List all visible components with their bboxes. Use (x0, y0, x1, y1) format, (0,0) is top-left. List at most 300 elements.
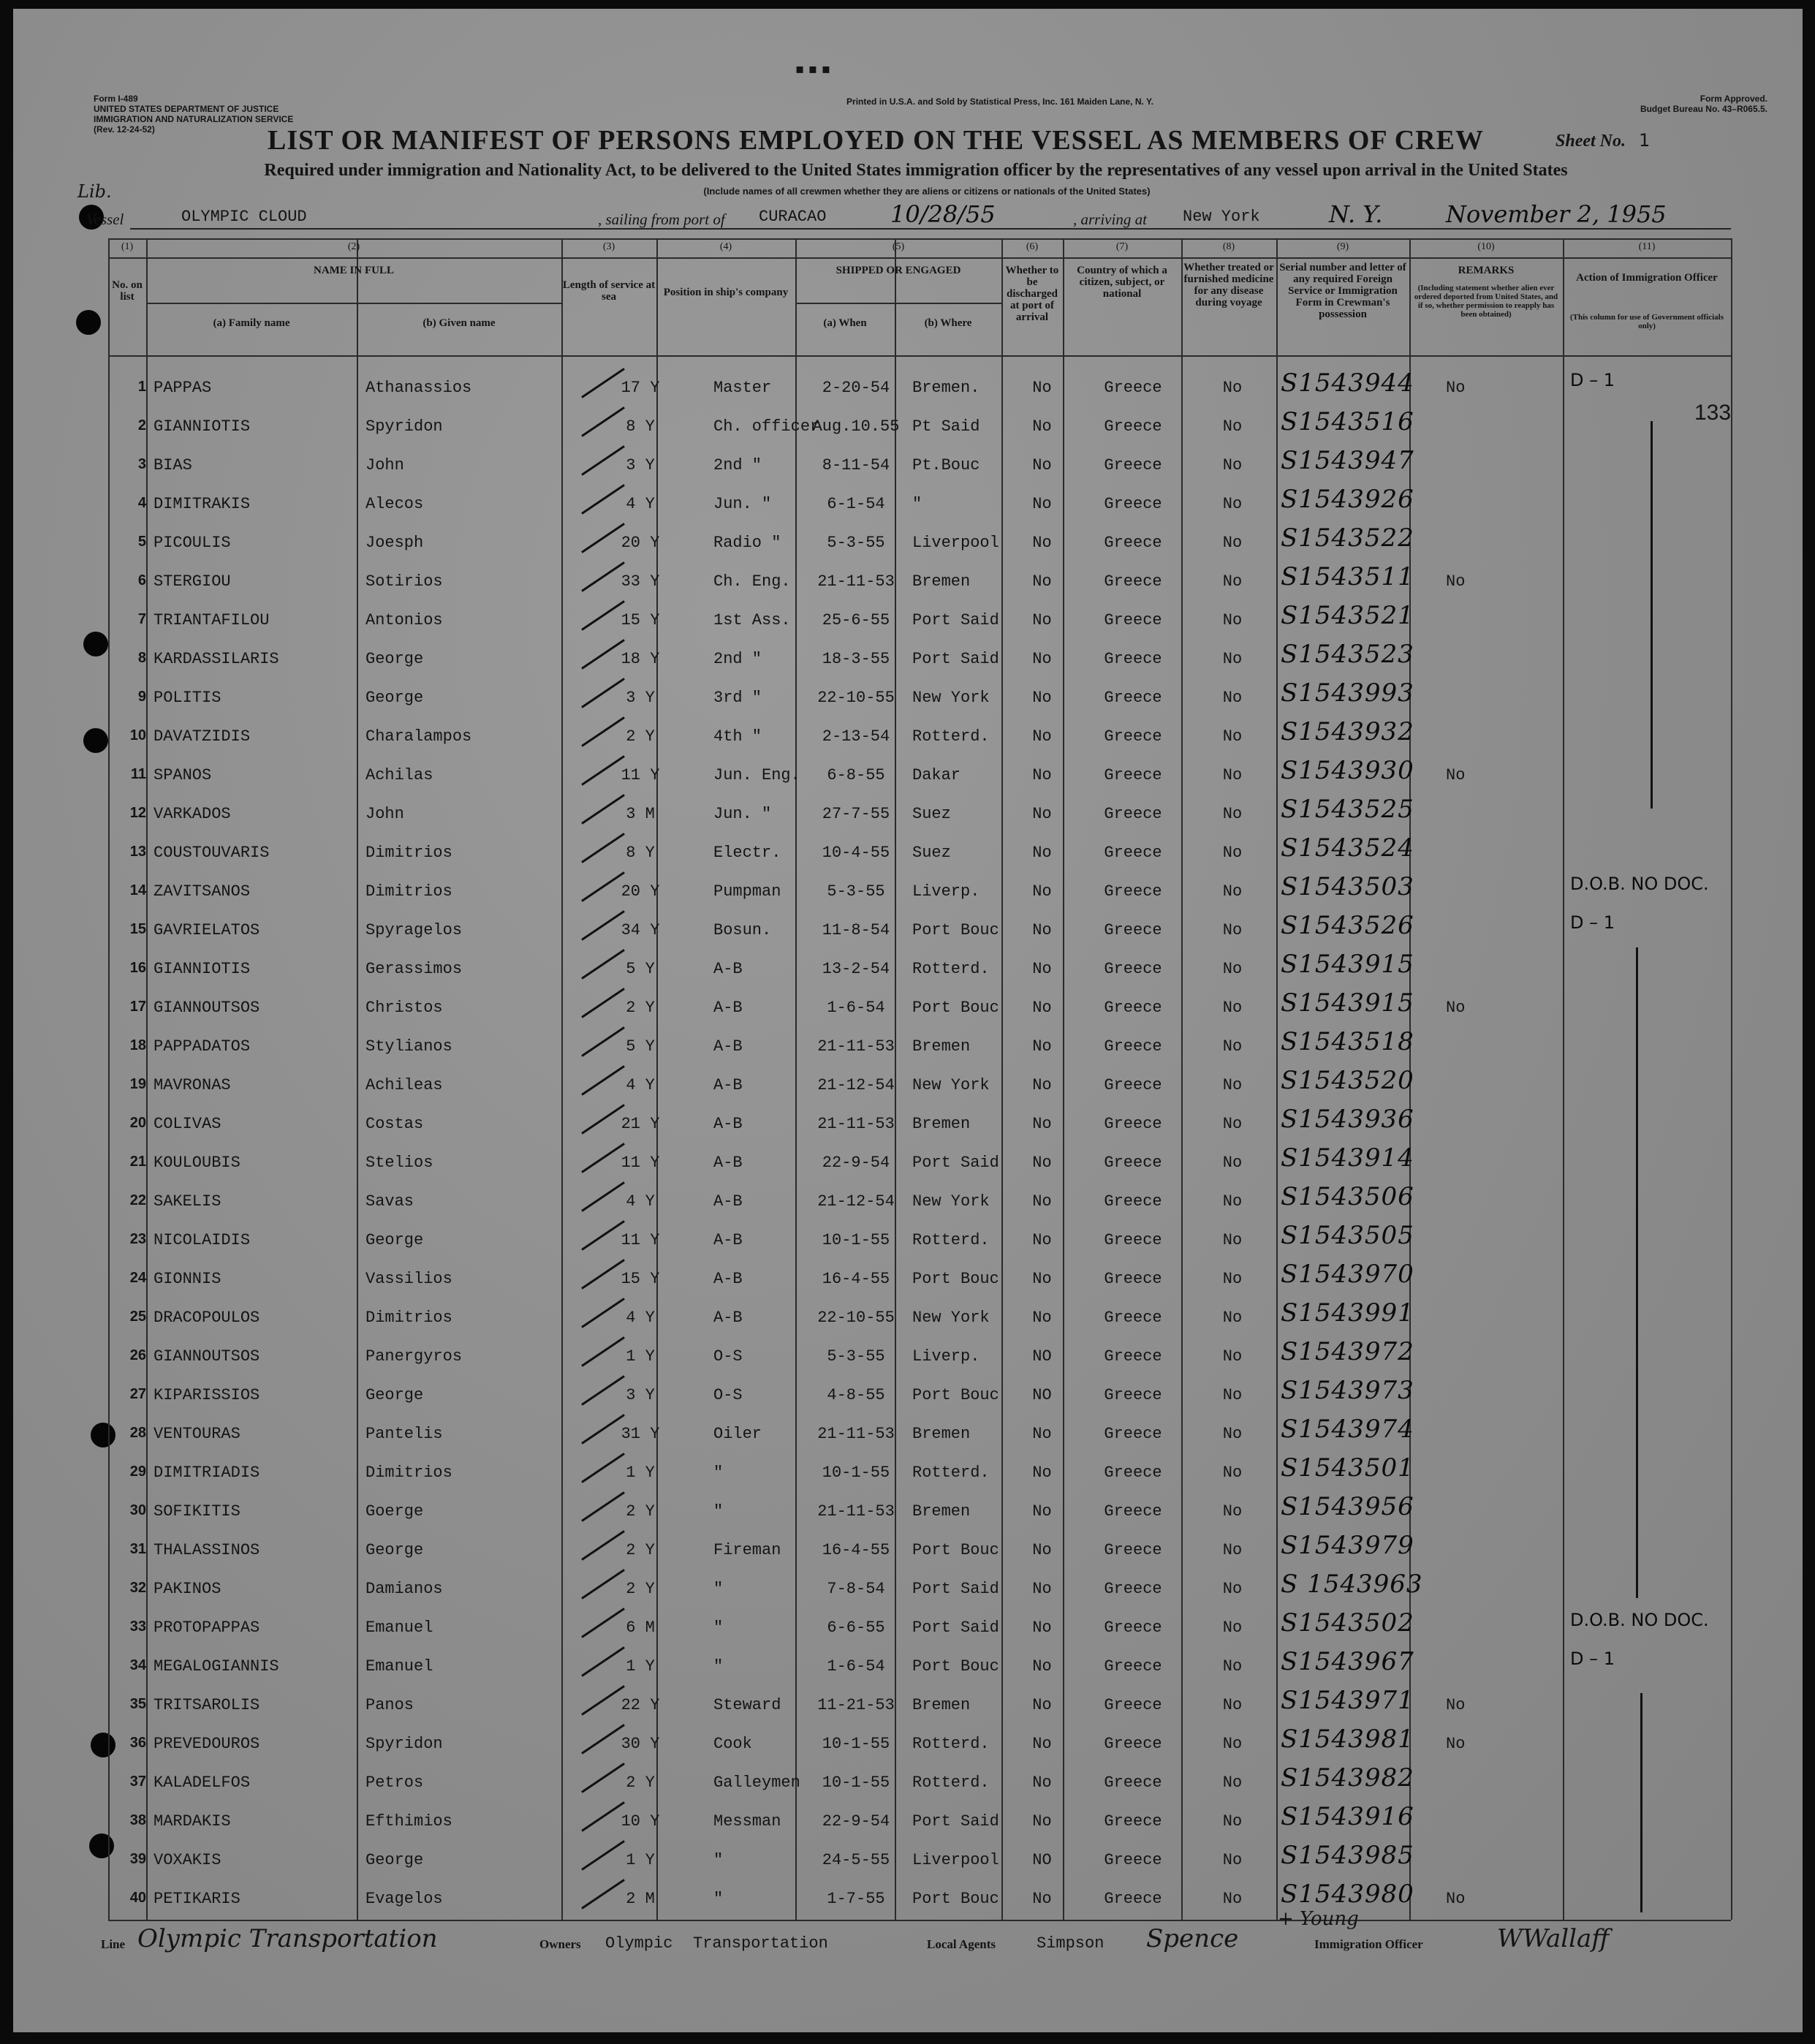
ship-position: A-B (713, 1270, 743, 1288)
given-name: Vassilios (365, 1270, 452, 1288)
serial-number: S1543967 (1281, 1647, 1414, 1676)
handwritten-lib: Lib. (77, 181, 112, 202)
serial-number: S1543944 (1281, 368, 1414, 398)
given-name: Stylianos (365, 1037, 452, 1056)
medical-treatment: No (1222, 1502, 1243, 1521)
discharge-status: No (1032, 999, 1052, 1017)
ship-position: " (713, 1851, 724, 1869)
col-length-header: Length of service at sea (562, 279, 656, 303)
col-action-subheader: (This column for use of Government officials only) (1569, 313, 1724, 330)
ship-position: A-B (713, 960, 743, 978)
given-name: George (365, 1541, 424, 1559)
crew-row (108, 561, 1731, 599)
engaged-where: New York (912, 1192, 990, 1211)
crew-row (108, 1258, 1731, 1297)
engaged-where: Liverpool (912, 534, 999, 552)
arrival-date: November 2, 1955 (1446, 200, 1667, 228)
ship-position: A-B (713, 1192, 743, 1211)
family-name: ZAVITSANOS (154, 882, 251, 901)
ship-position: Jun. Eng. (713, 766, 800, 784)
discharge-status: No (1032, 1657, 1052, 1676)
given-name: Dimitrios (365, 1309, 452, 1327)
crew-row (108, 1374, 1731, 1413)
ship-position: 1st Ass. (713, 611, 791, 629)
citizenship: Greece (1104, 1231, 1162, 1249)
discharge-status: No (1032, 572, 1052, 591)
service-length: 11 Y (621, 766, 660, 784)
engaged-where: Liverpool (912, 1851, 999, 1869)
discharge-status: No (1032, 1890, 1052, 1908)
given-name: Evagelos (365, 1890, 443, 1908)
agent-name-hand: Spence (1146, 1924, 1239, 1953)
engaged-when: 5-3-55 (827, 882, 885, 901)
service-length: 33 Y (621, 572, 660, 591)
ship-position: Jun. " (713, 805, 772, 823)
service-length: 34 Y (621, 921, 660, 939)
remarks: No (1446, 1890, 1466, 1908)
service-length: 4 Y (626, 495, 655, 513)
given-name: Athanassios (365, 379, 472, 397)
family-name: DAVATZIDIS (154, 727, 251, 746)
citizenship: Greece (1104, 921, 1162, 939)
row-number: 21 (129, 1154, 146, 1170)
serial-number: S1543501 (1281, 1453, 1414, 1483)
row-number: 15 (129, 921, 146, 937)
engaged-where: Port Bouc (912, 1657, 999, 1676)
engaged-when: 4-8-55 (827, 1386, 885, 1404)
crew-row (108, 638, 1731, 677)
medical-treatment: No (1222, 1115, 1243, 1133)
engaged-where: Port Said (912, 1812, 999, 1831)
given-name: Panergyros (365, 1347, 463, 1366)
citizenship: Greece (1104, 456, 1162, 474)
family-name: TRITSAROLIS (154, 1696, 260, 1714)
crew-row (108, 1762, 1731, 1801)
medical-treatment: No (1222, 766, 1243, 784)
col-no-header: No. on list (112, 279, 143, 303)
medical-treatment: No (1222, 1696, 1243, 1714)
family-name: DIMITRAKIS (154, 495, 251, 513)
crew-row (108, 1839, 1731, 1878)
row-number: 33 (129, 1619, 146, 1635)
serial-number: S1543506 (1281, 1182, 1414, 1211)
engaged-where: Port Bouc (912, 999, 999, 1017)
citizenship: Greece (1104, 1619, 1162, 1637)
family-name: DRACOPOULOS (154, 1309, 260, 1327)
engaged-where: Bremen. (912, 379, 980, 397)
ship-position: " (713, 1890, 724, 1908)
service-length: 2 Y (626, 1502, 655, 1521)
engaged-where: Port Said (912, 650, 999, 668)
citizenship: Greece (1104, 1154, 1162, 1172)
row-number: 11 (130, 766, 146, 782)
family-name: PAKINOS (154, 1580, 221, 1598)
crew-row (108, 522, 1731, 561)
manifest-sheet (13, 9, 1803, 2032)
family-name: GAVRIELATOS (154, 921, 260, 939)
medical-treatment: No (1222, 727, 1243, 746)
given-name: Spyragelos (365, 921, 463, 939)
citizenship: Greece (1104, 1309, 1162, 1327)
engaged-when: 5-3-55 (827, 534, 885, 552)
family-name: POLITIS (154, 689, 221, 707)
service-length: 3 Y (626, 689, 655, 707)
service-length: 8 Y (626, 844, 655, 862)
crew-row (108, 1297, 1731, 1336)
given-name: Achileas (365, 1076, 443, 1094)
owners-name-2: Transportation (693, 1934, 828, 1953)
discharge-status: No (1032, 1735, 1052, 1753)
serial-number: S1543521 (1281, 601, 1414, 630)
citizenship: Greece (1104, 727, 1162, 746)
engaged-when: 6-1-54 (827, 495, 885, 513)
medical-treatment: No (1222, 1890, 1243, 1908)
family-name: SAKELIS (154, 1192, 221, 1211)
punch-hole (83, 632, 108, 656)
row-number: 29 (129, 1464, 146, 1480)
crew-row (108, 1064, 1731, 1103)
col-serial-header: Serial number and letter of any required Foreign Service or Immigration Form in Crewman's possession (1279, 262, 1406, 320)
service-length: 1 Y (626, 1347, 655, 1366)
serial-number: S1543980 (1281, 1880, 1414, 1909)
serial-number: S 1543963 (1281, 1570, 1423, 1599)
ship-position: A-B (713, 1115, 743, 1133)
agent-name: Simpson (1037, 1934, 1104, 1953)
service-length: 30 Y (621, 1735, 660, 1753)
citizenship: Greece (1104, 1735, 1162, 1753)
discharge-status: No (1032, 921, 1052, 939)
engaged-where: Port Said (912, 1580, 999, 1598)
citizenship: Greece (1104, 1696, 1162, 1714)
given-name: Efthimios (365, 1812, 452, 1831)
service-length: 17 Y (621, 379, 660, 397)
ship-position: Radio " (713, 534, 781, 552)
serial-number: S1543914 (1281, 1143, 1414, 1173)
ship-position: O-S (713, 1347, 743, 1366)
form-identifier: Form I-489 UNITED STATES DEPARTMENT OF JUSTICE IMMIGRATION AND NATURALIZATION SERVICE (Rev. 12-24-52) (94, 94, 294, 135)
medical-treatment: No (1222, 1580, 1243, 1598)
serial-number: S1543947 (1281, 446, 1414, 475)
crew-row (108, 1684, 1731, 1723)
citizenship: Greece (1104, 650, 1162, 668)
arrival-city: New York (1183, 208, 1260, 226)
discharge-status: NO (1032, 1347, 1052, 1366)
engaged-when: Aug.10.55 (812, 417, 900, 436)
engaged-where: Rotterd. (912, 1231, 990, 1249)
serial-number: S1543916 (1281, 1802, 1414, 1831)
ship-position: O-S (713, 1386, 743, 1404)
service-length: 1 Y (626, 1657, 655, 1676)
row-number: 18 (129, 1037, 146, 1053)
crew-row (108, 1801, 1731, 1839)
inclusion-note: (Include names of all crewmen whether they are aliens or citizens or nationals of the United States) (703, 186, 1151, 197)
serial-number: S1543518 (1281, 1027, 1414, 1056)
medical-treatment: No (1222, 999, 1243, 1017)
service-length: 18 Y (621, 650, 660, 668)
crew-row (108, 599, 1731, 638)
engaged-when: 16-4-55 (822, 1541, 890, 1559)
serial-number: S1543981 (1281, 1725, 1414, 1754)
discharge-status: NO (1032, 1851, 1052, 1869)
row-number: 24 (129, 1270, 146, 1286)
engaged-when: 11-21-53 (817, 1696, 895, 1714)
row-number: 3 (137, 456, 146, 472)
col-when-header: (a) When (823, 317, 867, 329)
medical-treatment: No (1222, 1541, 1243, 1559)
engaged-where: Bremen (912, 1502, 971, 1521)
serial-number: S1543520 (1281, 1066, 1414, 1095)
engaged-when: 10-4-55 (822, 844, 890, 862)
service-length: 2 Y (626, 727, 655, 746)
crew-row (108, 1103, 1731, 1142)
engaged-where: Rotterd. (912, 1774, 990, 1792)
crew-row (108, 1529, 1731, 1568)
medical-treatment: No (1222, 1386, 1243, 1404)
citizenship: Greece (1104, 805, 1162, 823)
crew-row (108, 677, 1731, 716)
discharge-status: No (1032, 1619, 1052, 1637)
discharge-status: No (1032, 1425, 1052, 1443)
citizenship: Greece (1104, 1851, 1162, 1869)
family-name: PETIKARIS (154, 1890, 240, 1908)
engaged-where: New York (912, 689, 990, 707)
discharge-status: No (1032, 1270, 1052, 1288)
given-name: Savas (365, 1192, 414, 1211)
citizenship: Greece (1104, 1890, 1162, 1908)
service-length: 3 M (626, 805, 655, 823)
given-name: Emanuel (365, 1619, 433, 1637)
row-number: 40 (129, 1890, 146, 1906)
family-name: PAPPADATOS (154, 1037, 251, 1056)
serial-number: S1543503 (1281, 872, 1414, 901)
serial-number: S1543993 (1281, 678, 1414, 708)
engaged-where: New York (912, 1309, 990, 1327)
serial-number: S1543974 (1281, 1415, 1414, 1444)
medical-treatment: No (1222, 921, 1243, 939)
crew-table: (1) (2) (3) (4) (5) (6) (7) (8) (9) (10) (11) No. on list NAME IN FULL (a) Family name (b) Given name Length of service at sea Position in ship's company SHIPPED OR ENGAGED (a) When (b) Where Whether to be discharged at port of arrival Country of which a citizen, subject, or national Whether treated or furnished medicine for any disease during voyage Serial number and letter of any required Foreign Service or Immigration Form in Crewman's possession REMARKS (Including statement whether alien ever ordered deported from United States, and if so, whether permission to reapply has been obtained) Action of Immigration Officer (This column for use of Government officials only) 1 PAPPAS Athanassios 17 Y Master 2-20-54 Bremen. No Greece No S1543944 No D – 1 2 GIANNIOTIS Spyridon 8 Y Ch. officer Aug.10.55 Pt Said No Greece No S1543516 3 BIAS John 3 Y 2nd " 8-11-54 Pt.Bouc No Greece No S1543947 4 DIMITRAKIS Alecos 4 Y Jun. " 6-1-54 " No Greece No S1543926 5 PICOULIS Joesph 20 Y Radio " 5-3-55 Liverpool No Greece No S1543522 6 STERGIOU Sotirios 33 Y Ch. Eng. 21-11-53 Bremen No Greece No S1543511 No 7 TRIANTAFILOU Antonios 15 Y 1st Ass. 25-6-55 Port Said No Greece No S1543521 8 KARDASSILARIS George 18 Y 2nd " 18-3-55 Port Said No Greece No S1543523 9 POLITIS George 3 Y 3rd " 22-10-55 New York No Greece No S1543993 10 DAVATZIDIS Charalampos 2 Y 4th " 2-13-54 Rotterd. No Greece No S1543932 11 SPANOS Achilas 11 Y Jun. Eng. 6-8-55 Dakar No Greece No S1543930 No 12 VARKADOS John 3 M Jun. " 27-7-55 Suez No Greece No S1543525 13 COUSTOUVARIS Dimitrios 8 Y Electr. 10-4-55 Suez No Greece No S1543524 14 ZAVITSANOS Dimitrios 20 Y Pumpman 5-3-55 Liverp. No Greece No S1543503 D.O.B. NO DOC. 15 GAVRIELATOS Spyragelos 34 Y Bosun. 11-8-54 Port Bouc No Greece No S1543526 D – 1 16 GIANNIOTIS Gerassimos 5 Y A-B 13-2-54 Rotterd. No Greece No S1543915 17 GIANNOUTSOS Christos 2 Y A-B 1-6-54 Port Bouc No Greece No S1543915 No 18 PAPPADATOS Stylianos 5 Y A-B 21-11-53 Bremen No Greece No S1543518 19 MAVRONAS Achileas 4 Y A-B 21-12-54 New York No Greece No S1543520 20 COLIVAS Costas 21 Y A-B 21-11-53 Bremen No Greece No S1543936 21 KOULOUBIS Stelios 11 Y A-B 22-9-54 Port Said No Greece No S1543914 22 SAKELIS Savas 4 Y A-B 21-12-54 New York No Greece No S1543506 23 NICOLAIDIS George 11 Y A-B 10-1-55 Rotterd. No Greece No S1543505 24 GIONNIS Vassilios 15 Y A-B 16-4-55 Port Bouc No Greece No S1543970 25 DRACOPOULOS Dimitrios 4 Y A-B 22-10-55 New York No Greece No S1543991 26 GIANNOUTSOS Panergyros 1 Y O-S 5-3-55 Liverp. NO Greece No S1543972 27 KIPARISSIOS George 3 Y O-S 4-8-55 Port Bouc NO Greece No S1543973 28 VENTOURAS Pantelis 31 Y Oiler 21-11-53 Bremen No Greece No S1543974 29 DIMITRIADIS Dimitrios 1 Y " 10-1-55 Rotterd. No Greece No S1543501 30 SOFIKITIS Goerge 2 Y " 21-11-53 Bremen No Greece No S1543956 31 THALASSINOS George 2 Y Fireman 16-4-55 Port Bouc No Greece No S1543979 32 PAKINOS Damianos 2 Y " 7-8-54 Port Said No Greece No S 1543963 33 PROTOPAPPAS Emanuel 6 M " 6-6-55 Port Said No Greece No S1543502 D.O.B. NO DOC. 34 MEGALOGIANNIS Emanuel 1 Y " 1-6-54 Port Bouc No Greece No S1543967 D – 1 35 TRITSAROLIS Panos 22 Y Steward 11-21-53 Bremen No Greece No S1543971 No 36 PREVEDOUROS Spyridon 30 Y Cook 10-1-55 Rotterd. No Greece No S1543981 No 37 KALADELFOS Petros 2 Y Galleymen 10-1-55 Rotterd. No Greece No S1543982 38 MARDAKIS Efthimios 10 Y Messman 22-9-54 Port Said No Greece No S1543916 39 VOXAKIS George 1 Y " 24-5-55 Liverpool NO Greece No S1543985 40 PETIKARIS Evagelos 2 M " 1-7-55 Port Bouc No Greece No S1543980 No (108, 238, 1731, 1920)
discharge-status: No (1032, 1231, 1052, 1249)
serial-number: S1543915 (1281, 950, 1414, 979)
crew-row (108, 832, 1731, 871)
service-length: 15 Y (621, 611, 660, 629)
sheet-number: Sheet No. 1 (1556, 130, 1651, 151)
crew-row (108, 483, 1731, 522)
engaged-where: Suez (912, 805, 951, 823)
row-number: 5 (137, 534, 146, 550)
legal-requirement: Required under immigration and Nationality Act, to be delivered to the United States immigration officer by the representatives of any vessel upon arrival in the United States (264, 161, 1568, 180)
medical-treatment: No (1222, 1425, 1243, 1443)
given-name: Christos (365, 999, 443, 1017)
given-name: Goerge (365, 1502, 424, 1521)
serial-number: S1543516 (1281, 407, 1414, 436)
family-name: KALADELFOS (154, 1774, 251, 1792)
medical-treatment: No (1222, 1270, 1243, 1288)
family-name: VENTOURAS (154, 1425, 240, 1443)
service-length: 10 Y (621, 1812, 660, 1831)
vessel-name: OLYMPIC CLOUD (181, 208, 307, 226)
citizenship: Greece (1104, 495, 1162, 513)
engaged-where: Port Bouc (912, 1386, 999, 1404)
engaged-where: Bremen (912, 1425, 971, 1443)
row-number: 10 (129, 727, 146, 743)
medical-treatment: No (1222, 379, 1243, 397)
family-name: GIANNIOTIS (154, 417, 251, 436)
remarks: No (1446, 1696, 1466, 1714)
given-name: Emanuel (365, 1657, 433, 1676)
discharge-status: No (1032, 650, 1052, 668)
agent-name-hand-2: + Young (1278, 1908, 1359, 1930)
engaged-when: 1-6-54 (827, 999, 885, 1017)
discharge-status: No (1032, 882, 1052, 901)
service-length: 1 Y (626, 1464, 655, 1482)
engaged-when: 10-1-55 (822, 1735, 890, 1753)
engaged-when: 21-11-53 (817, 1037, 895, 1056)
col-action-header: Action of Immigration Officer (1576, 272, 1718, 284)
given-name: George (365, 689, 424, 707)
citizenship: Greece (1104, 572, 1162, 591)
discharge-status: No (1032, 805, 1052, 823)
crew-row (108, 1026, 1731, 1064)
discharge-status: No (1032, 1115, 1052, 1133)
officer-action: D.O.B. NO DOC. (1570, 874, 1709, 894)
engaged-where: Rotterd. (912, 960, 990, 978)
discharge-status: No (1032, 689, 1052, 707)
row-number: 32 (129, 1580, 146, 1596)
service-length: 4 Y (626, 1309, 655, 1327)
service-length: 3 Y (626, 1386, 655, 1404)
given-name: Dimitrios (365, 1464, 452, 1482)
engaged-when: 2-13-54 (822, 727, 890, 746)
citizenship: Greece (1104, 1115, 1162, 1133)
ship-position: A-B (713, 999, 743, 1017)
ship-position: Ch. Eng. (713, 572, 791, 591)
crew-row (108, 1568, 1731, 1607)
given-name: Stelios (365, 1154, 433, 1172)
engaged-where: Port Said (912, 1619, 999, 1637)
engaged-where: Bremen (912, 1696, 971, 1714)
crew-row (108, 754, 1731, 793)
family-name: BIAS (154, 456, 192, 474)
remarks: No (1446, 1735, 1466, 1753)
engaged-when: 1-6-54 (827, 1657, 885, 1676)
engaged-where: Liverp. (912, 1347, 980, 1366)
ship-position: A-B (713, 1037, 743, 1056)
given-name: George (365, 650, 424, 668)
citizenship: Greece (1104, 1270, 1162, 1288)
medical-treatment: No (1222, 882, 1243, 901)
row-number: 17 (129, 999, 146, 1015)
citizenship: Greece (1104, 379, 1162, 397)
family-name: MAVRONAS (154, 1076, 231, 1094)
family-name: KIPARISSIOS (154, 1386, 260, 1404)
serial-number: S1543979 (1281, 1531, 1414, 1560)
engaged-when: 22-10-55 (817, 689, 895, 707)
citizenship: Greece (1104, 1502, 1162, 1521)
engaged-when: 2-20-54 (822, 379, 890, 397)
ship-position: 4th " (713, 727, 762, 746)
discharge-status: No (1032, 495, 1052, 513)
engaged-where: Pt.Bouc (912, 456, 980, 474)
discharge-status: No (1032, 1037, 1052, 1056)
row-number: 31 (129, 1541, 146, 1557)
row-number: 27 (129, 1386, 146, 1402)
discharge-status: No (1032, 417, 1052, 436)
ship-position: Cook (713, 1735, 752, 1753)
ship-position: 3rd " (713, 689, 762, 707)
serial-number: S1543930 (1281, 756, 1414, 785)
serial-number: S1543505 (1281, 1221, 1414, 1250)
given-name: Panos (365, 1696, 414, 1714)
medical-treatment: No (1222, 1154, 1243, 1172)
citizenship: Greece (1104, 1037, 1162, 1056)
service-length: 4 Y (626, 1192, 655, 1211)
col-name-header: NAME IN FULL (313, 265, 394, 276)
medical-treatment: No (1222, 1037, 1243, 1056)
engaged-where: " (912, 495, 922, 513)
serial-number: S1543523 (1281, 640, 1414, 669)
crew-row (108, 1413, 1731, 1452)
medical-treatment: No (1222, 1812, 1243, 1831)
engaged-where: Port Said (912, 1154, 999, 1172)
top-marks: ▪ ▪ ▪ (795, 61, 831, 77)
serial-number: S1543972 (1281, 1337, 1414, 1366)
medical-treatment: No (1222, 417, 1243, 436)
discharge-status: No (1032, 1154, 1052, 1172)
engaged-when: 8-11-54 (822, 456, 890, 474)
discharge-status: No (1032, 1464, 1052, 1482)
medical-treatment: No (1222, 805, 1243, 823)
ship-position: A-B (713, 1231, 743, 1249)
medical-treatment: No (1222, 1619, 1243, 1637)
crew-row (108, 444, 1731, 483)
engaged-when: 25-6-55 (822, 611, 890, 629)
engaged-when: 21-11-53 (817, 572, 895, 591)
row-number: 23 (129, 1231, 146, 1247)
citizenship: Greece (1104, 1657, 1162, 1676)
row-number: 14 (129, 882, 146, 898)
given-name: Spyridon (365, 417, 443, 436)
engaged-when: 21-11-53 (817, 1115, 895, 1133)
family-name: STERGIOU (154, 572, 231, 591)
row-number: 38 (129, 1812, 146, 1828)
crew-row (108, 1646, 1731, 1684)
crew-row (108, 406, 1731, 444)
citizenship: Greece (1104, 882, 1162, 901)
given-name: Costas (365, 1115, 424, 1133)
serial-number: S1543932 (1281, 717, 1414, 746)
family-name: THALASSINOS (154, 1541, 260, 1559)
ship-position: Fireman (713, 1541, 781, 1559)
row-number: 39 (129, 1851, 146, 1867)
row-number: 19 (129, 1076, 146, 1092)
row-number: 36 (129, 1735, 146, 1751)
citizenship: Greece (1104, 1464, 1162, 1482)
family-name: DIMITRIADIS (154, 1464, 260, 1482)
crew-row (108, 1878, 1731, 1917)
crew-row (108, 948, 1731, 987)
engaged-when: 10-1-55 (822, 1231, 890, 1249)
discharge-status: No (1032, 379, 1052, 397)
given-name: George (365, 1851, 424, 1869)
crew-row (108, 1723, 1731, 1762)
citizenship: Greece (1104, 1774, 1162, 1792)
departure-date: 10/28/55 (890, 200, 996, 228)
crew-row (108, 1219, 1731, 1258)
row-number: 8 (137, 650, 146, 666)
row-number: 13 (129, 844, 146, 860)
engaged-where: Suez (912, 844, 951, 862)
service-length: 5 Y (626, 960, 655, 978)
